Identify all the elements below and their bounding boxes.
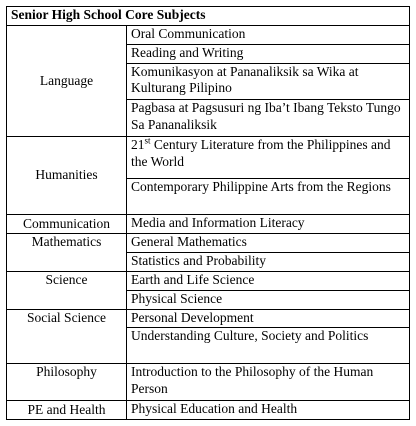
subject-cell: Introduction to the Philosophy of the Human Person — [127, 364, 410, 401]
subject-prefix: 21 — [131, 137, 145, 153]
category-communication: Communication — [7, 215, 127, 234]
subject-cell: General Mathematics — [127, 233, 410, 252]
ordinal-suffix: st — [144, 135, 151, 146]
subject-cell: Pagbasa at Pagsusuri ng Iba’t Ibang Teksto Tungo Sa Pananaliksik — [127, 100, 410, 137]
table-title-row — [7, 7, 410, 26]
table-row — [7, 25, 410, 44]
subject-cell: Oral Communication — [127, 25, 410, 44]
subject-text: Century Literature from the Philippines and the World — [131, 137, 391, 169]
table-row — [7, 309, 410, 328]
category-pe-and-health: PE and Health — [7, 400, 127, 419]
category-social-science: Social Science — [7, 309, 127, 364]
table-row — [7, 233, 410, 252]
table-title: Senior High School Core Subjects — [7, 7, 410, 26]
subject-cell: Understanding Culture, Society and Politics — [127, 328, 410, 364]
subject-cell: Personal Development — [127, 309, 410, 328]
table-row — [7, 400, 410, 419]
subject-cell: Reading and Writing — [127, 44, 410, 63]
category-mathematics: Mathematics — [7, 233, 127, 271]
subject-cell: Media and Information Literacy — [127, 215, 410, 234]
table-row — [7, 364, 410, 401]
category-philosophy: Philosophy — [7, 364, 127, 401]
table-row — [7, 215, 410, 234]
subject-cell — [127, 137, 410, 179]
table-row — [7, 137, 410, 179]
subject-cell: Statistics and Probability — [127, 252, 410, 271]
subject-cell: Physical Science — [127, 290, 410, 309]
subject-cell: Earth and Life Science — [127, 271, 410, 290]
core-subjects-table — [6, 6, 410, 420]
category-humanities: Humanities — [7, 137, 127, 215]
category-science: Science — [7, 271, 127, 309]
subject-cell: Physical Education and Health — [127, 400, 410, 419]
category-language: Language — [7, 25, 127, 136]
subject-cell: Komunikasyon at Pananaliksik sa Wika at Kulturang Pilipino — [127, 63, 410, 100]
table-row — [7, 271, 410, 290]
subject-cell: Contemporary Philippine Arts from the Regions — [127, 179, 410, 215]
